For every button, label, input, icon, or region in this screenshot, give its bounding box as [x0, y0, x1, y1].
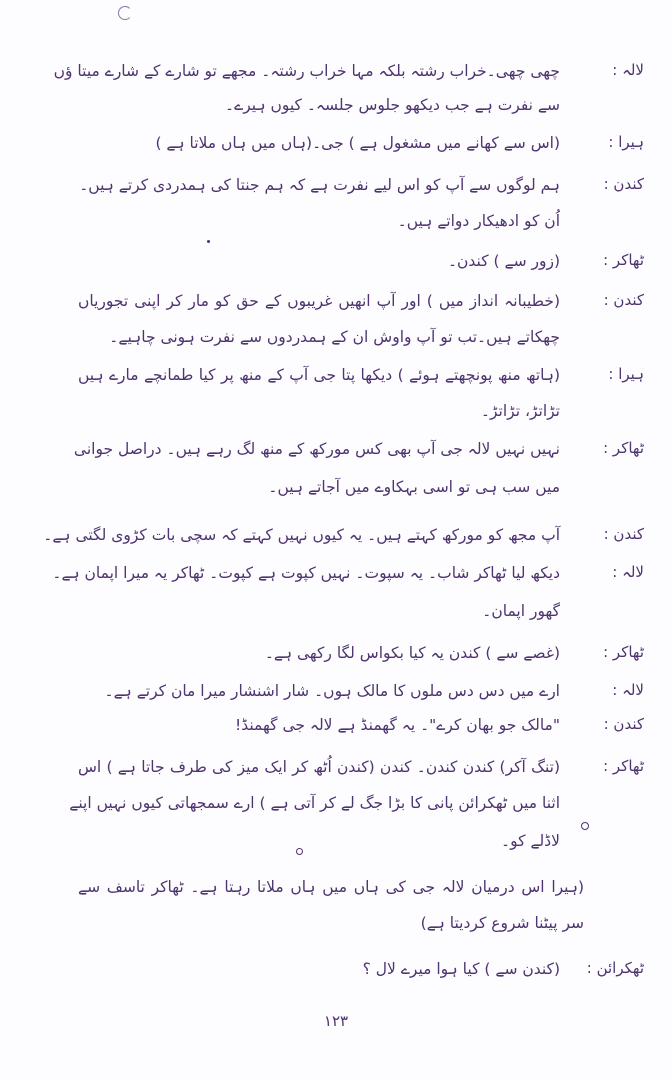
- dialogue-line: سے نفرت ہے جب دیکھو جلوس جلسہ۔ کیوں ہیرے۔: [225, 96, 560, 114]
- speaker-label: کندن :: [603, 715, 644, 733]
- dialogue-line: (خطیبانہ انداز میں ) اور آپ انھیں غریبوں کے حق کو مار کر اپنی تجوریاں: [78, 292, 560, 310]
- dialogue-line: ہم لوگوں سے آپ کو اس لیے نفرت ہے کہ ہم جنتا کی ہمدردی کرتے ہیں۔: [79, 176, 560, 194]
- dialogue-line: چھکاتے ہیں۔تب تو آپ واوش ان کے ہمدردوں سے نفرت ہونی چاہیے۔: [109, 328, 560, 346]
- speaker-label: کندن :: [603, 291, 644, 309]
- speaker-label: ہیرا :: [608, 133, 644, 151]
- speaker-label: ٹھاکر :: [603, 643, 644, 661]
- page-corner-mark: [118, 6, 132, 20]
- dialogue-line: (اس سے کھانے میں مشغول ہے ) جی۔(ہاں میں ہاں ملاتا ہے ): [155, 134, 560, 152]
- dialogue-line: میں سب ہی تو اسی بہکاوے میں آجاتے ہیں۔: [268, 478, 560, 496]
- stage-direction-line: سر پیٹنا شروع کردیتا ہے): [420, 914, 584, 932]
- stage-direction-line: (ہیرا اس درمیان لالہ جی کی ہاں میں ہاں ملاتا رہتا ہے۔ ٹھاکر تاسف سے: [78, 878, 584, 896]
- dialogue-line: (کندن سے ) کیا ہوا میرے لال ؟: [362, 960, 560, 978]
- ink-dot: [207, 240, 210, 243]
- speaker-label: کندن :: [603, 525, 644, 543]
- speaker-label: لالہ :: [612, 563, 644, 581]
- speaker-label: کندن :: [603, 175, 644, 193]
- speaker-label: ٹھاکر :: [603, 439, 644, 457]
- dialogue-line: چھی چھی۔خراب رشتہ بلکہ مہا خراب رشتہ۔ مجھے تو شارے کے شارے میتا ؤں: [53, 62, 560, 80]
- dialogue-line: (ہاتھ منھ پونچھتے ہوئے ) دیکھا پتا جی آپ کے منھ پر کیا طمانچے مارے ہیں: [78, 366, 560, 384]
- dialogue-line: (زور سے ) کندن۔: [447, 252, 560, 270]
- dialogue-line: آپ مجھ کو مورکھ کہتے ہیں۔ یہ کیوں نہیں کہتے کہ سچی بات کڑوی لگتی ہے۔: [43, 526, 560, 544]
- speaker-label: لالہ :: [612, 681, 644, 699]
- dialogue-line: ارے میں دس دس ملوں کا مالک ہوں۔ شار اشنشار میرا مان کرتے ہے۔: [104, 682, 560, 700]
- dialogue-line: دیکھ لیا ٹھاکر شاب۔ یہ سپوت۔ نہیں کپوت ہے کپوت۔ ٹھاکر یہ میرا اپمان ہے۔: [52, 564, 560, 582]
- speaker-label: ٹھاکر :: [603, 757, 644, 775]
- dialogue-line: اُن کو ادھیکار دواتے ہیں۔: [397, 212, 560, 230]
- speaker-label: ٹھکرائن :: [586, 959, 644, 977]
- dialogue-line: گھور اپمان۔: [482, 602, 560, 620]
- page-number: ۱۲۳: [323, 1012, 349, 1030]
- dialogue-line: اثنا میں ٹھکرائن پانی کا بڑا جگ لے کر آتی ہے ) ارے سمجھاتی کیوں نہیں اپنے: [69, 794, 560, 812]
- dialogue-line: لاڈلے کو۔: [501, 832, 560, 850]
- ink-circle: [581, 822, 589, 830]
- speaker-label: لالہ :: [612, 61, 644, 79]
- dialogue-line: "مالک جو بھان کرے"۔ یہ گھمنڈ ہے لالہ جی گھمنڈ!: [235, 716, 560, 734]
- ink-circle: [296, 848, 303, 855]
- speaker-label: ہیرا :: [608, 365, 644, 383]
- dialogue-line: نہیں نہیں لالہ جی آپ بھی کس مورکھ کے منھ لگ رہے ہیں۔ دراصل جوانی: [73, 440, 560, 458]
- dialogue-line: (غصے سے ) کندن یہ کیا بکواس لگا رکھی ہے۔: [264, 644, 560, 662]
- dialogue-line: تڑاتڑ، تڑاتڑ۔: [480, 402, 560, 420]
- speaker-label: ٹھاکر :: [603, 251, 644, 269]
- dialogue-line: (تنگ آکر) کندن کندن۔ کندن (کندن اُٹھ کر ایک میز کی طرف جاتا ہے ) اس: [78, 758, 560, 776]
